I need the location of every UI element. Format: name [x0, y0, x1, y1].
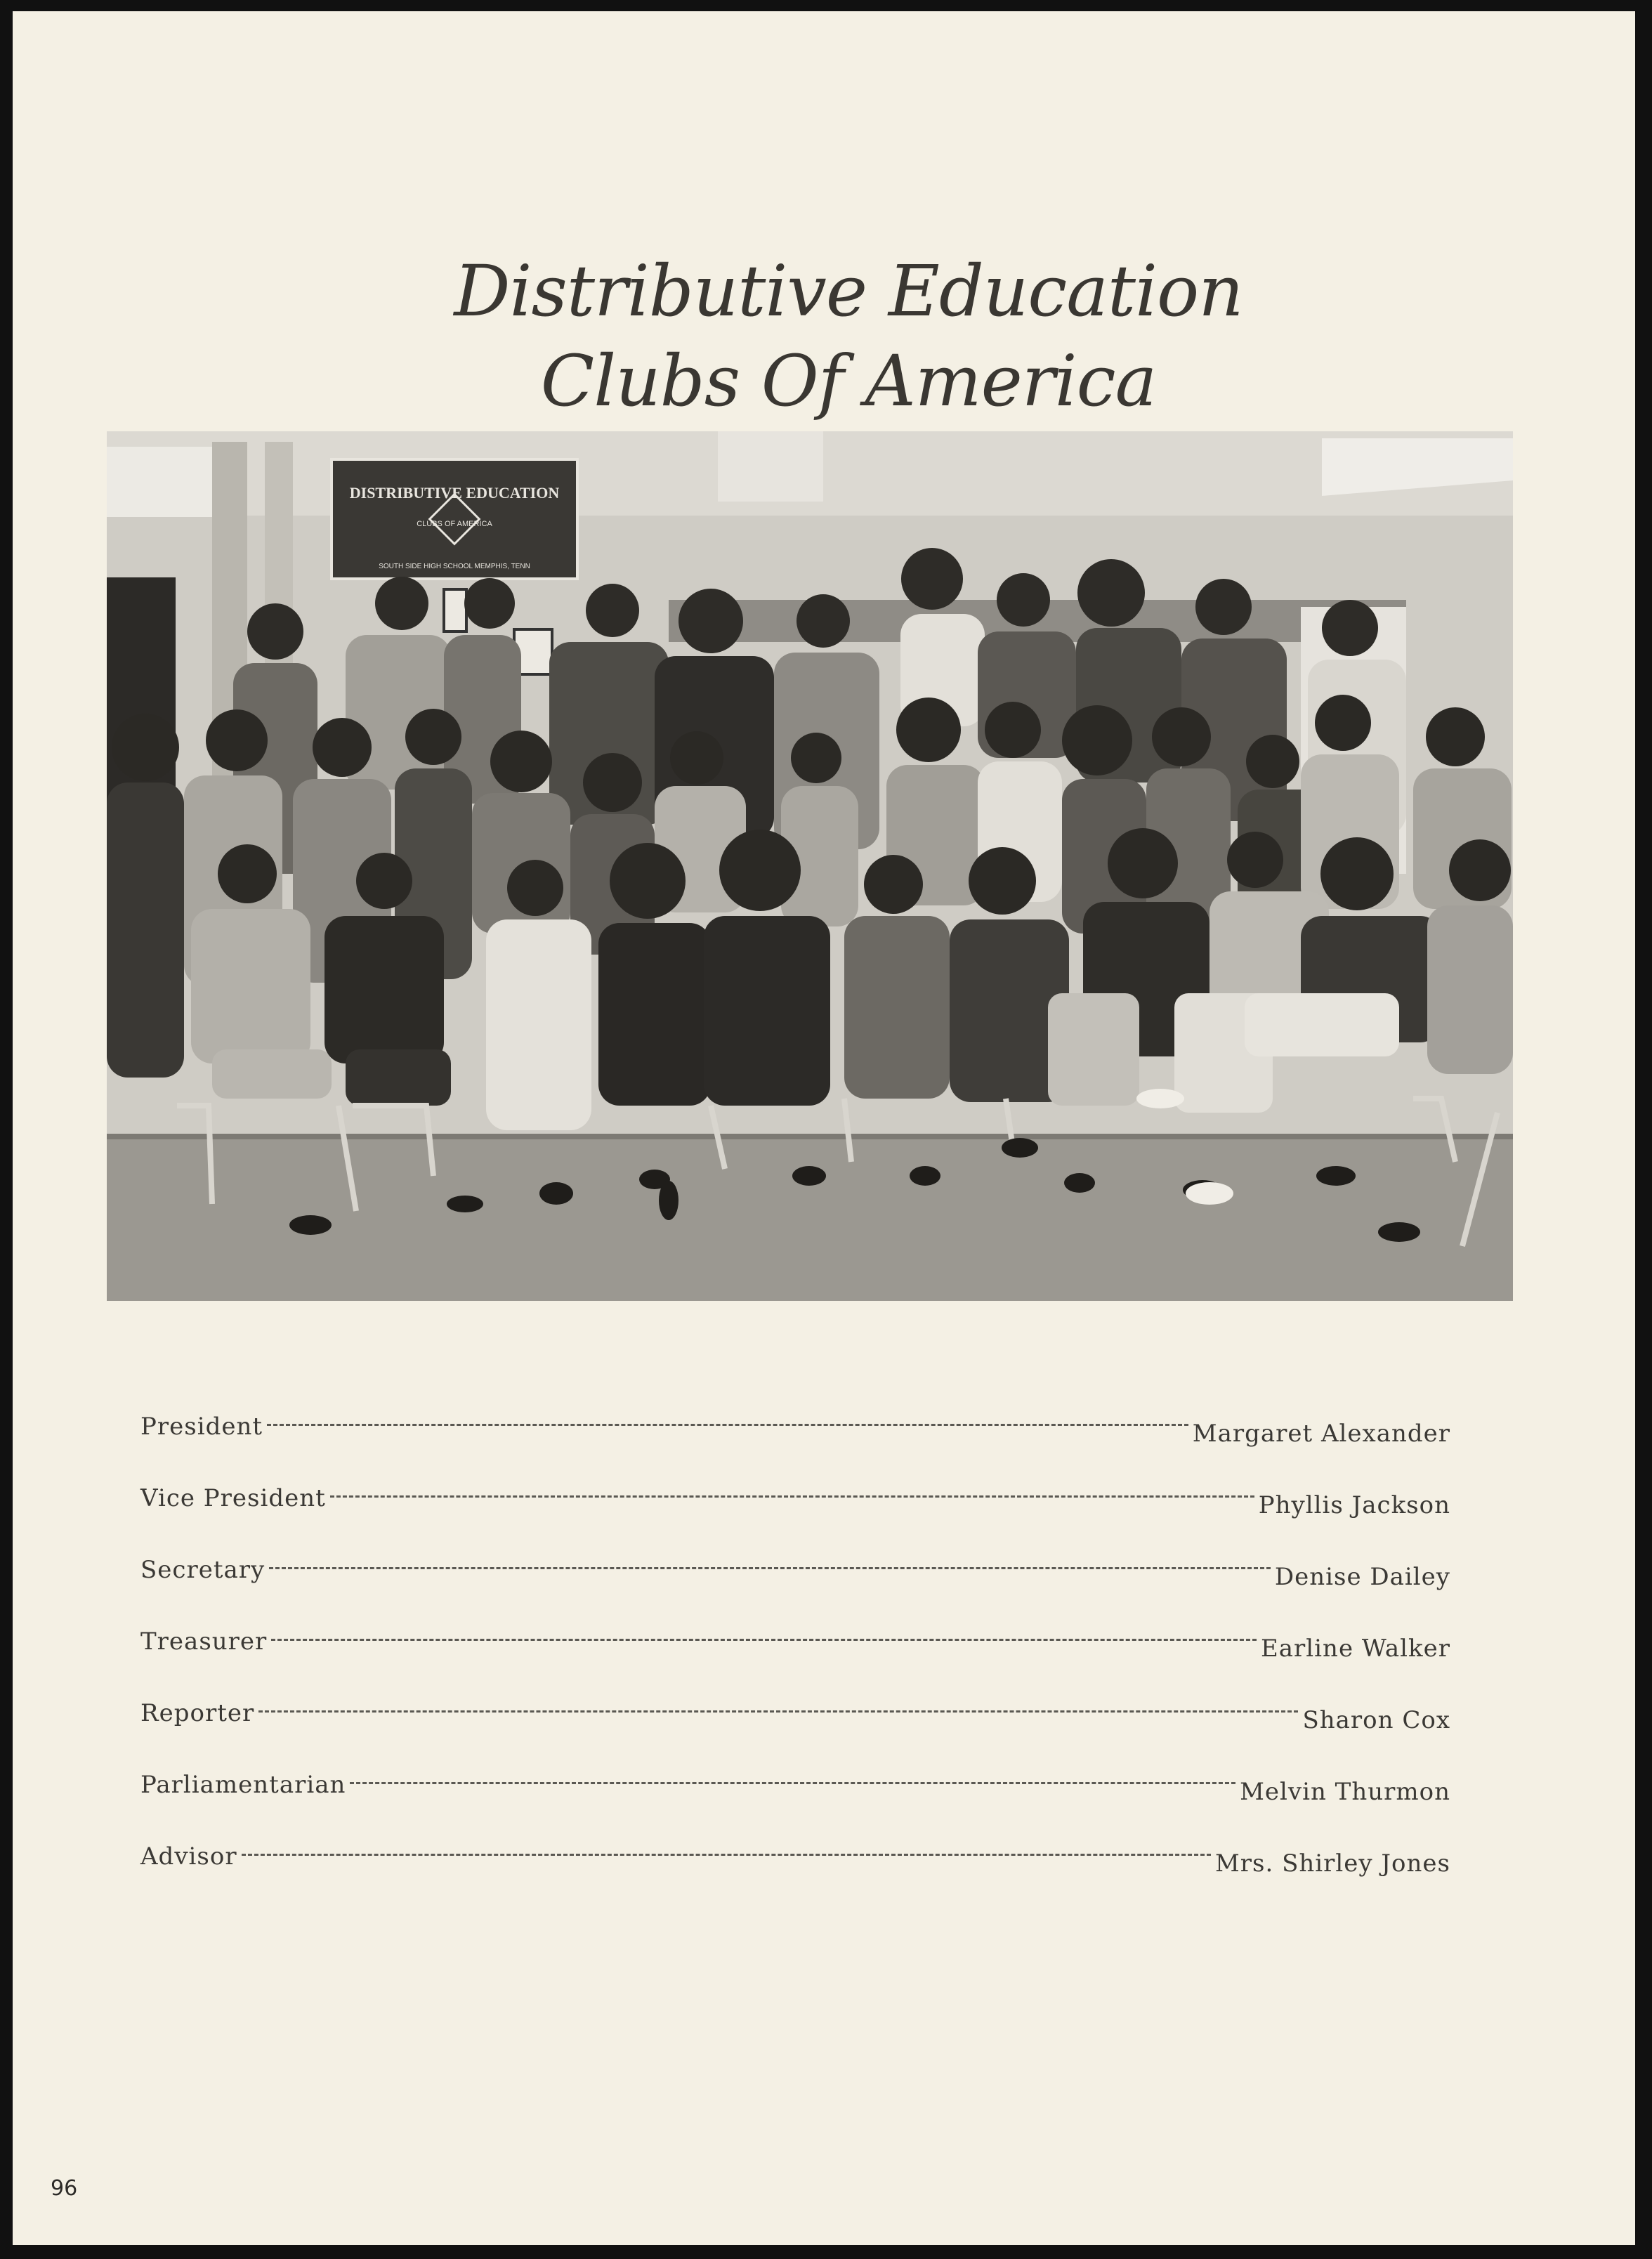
group-photo-illustration	[107, 431, 1513, 1301]
officer-row-vice-president	[140, 1484, 1450, 1556]
dotted-leader	[269, 1567, 1271, 1569]
officer-name: Phyllis Jackson	[1258, 1491, 1450, 1519]
officer-role: Advisor	[140, 1842, 237, 1871]
title-line-2: Clubs Of America	[540, 340, 1157, 422]
officer-name: Sharon Cox	[1302, 1706, 1450, 1734]
dotted-leader	[271, 1639, 1257, 1641]
officer-role: Vice President	[140, 1484, 326, 1512]
officer-role: President	[140, 1413, 263, 1441]
officer-name: Denise Dailey	[1274, 1563, 1450, 1591]
officer-name: Earline Walker	[1260, 1635, 1450, 1663]
officer-row-parliamentarian	[140, 1771, 1450, 1842]
officer-role: Secretary	[140, 1556, 266, 1584]
officer-role: Treasurer	[140, 1628, 268, 1656]
banner-line-3: SOUTH SIDE HIGH SCHOOL MEMPHIS, TENN	[379, 563, 530, 570]
club-banner	[332, 459, 577, 579]
officer-row-reporter	[140, 1699, 1450, 1771]
banner-line-2: CLUBS OF AMERICA	[417, 520, 492, 528]
officer-role: Parliamentarian	[140, 1771, 346, 1799]
dotted-leader	[258, 1710, 1298, 1713]
officer-name: Margaret Alexander	[1192, 1420, 1450, 1448]
dotted-leader	[267, 1424, 1188, 1426]
officer-name: Mrs. Shirley Jones	[1214, 1849, 1450, 1878]
page-title	[13, 247, 1635, 426]
yearbook-page	[13, 11, 1635, 2245]
officer-list	[140, 1413, 1450, 1914]
officer-row-advisor	[140, 1842, 1450, 1914]
group-photo	[107, 431, 1513, 1301]
page-number: 96	[51, 2176, 78, 2201]
officer-row-secretary	[140, 1556, 1450, 1628]
dotted-leader	[330, 1495, 1254, 1498]
officer-name: Melvin Thurmon	[1240, 1778, 1450, 1806]
officer-row-president	[140, 1413, 1450, 1484]
banner-line-1: DISTRIBUTIVE EDUCATION	[349, 484, 560, 502]
dotted-leader	[350, 1782, 1235, 1784]
officer-role: Reporter	[140, 1699, 255, 1727]
officer-row-treasurer	[140, 1628, 1450, 1699]
title-line-1: Distributive Education	[454, 250, 1243, 332]
dotted-leader	[242, 1854, 1211, 1856]
